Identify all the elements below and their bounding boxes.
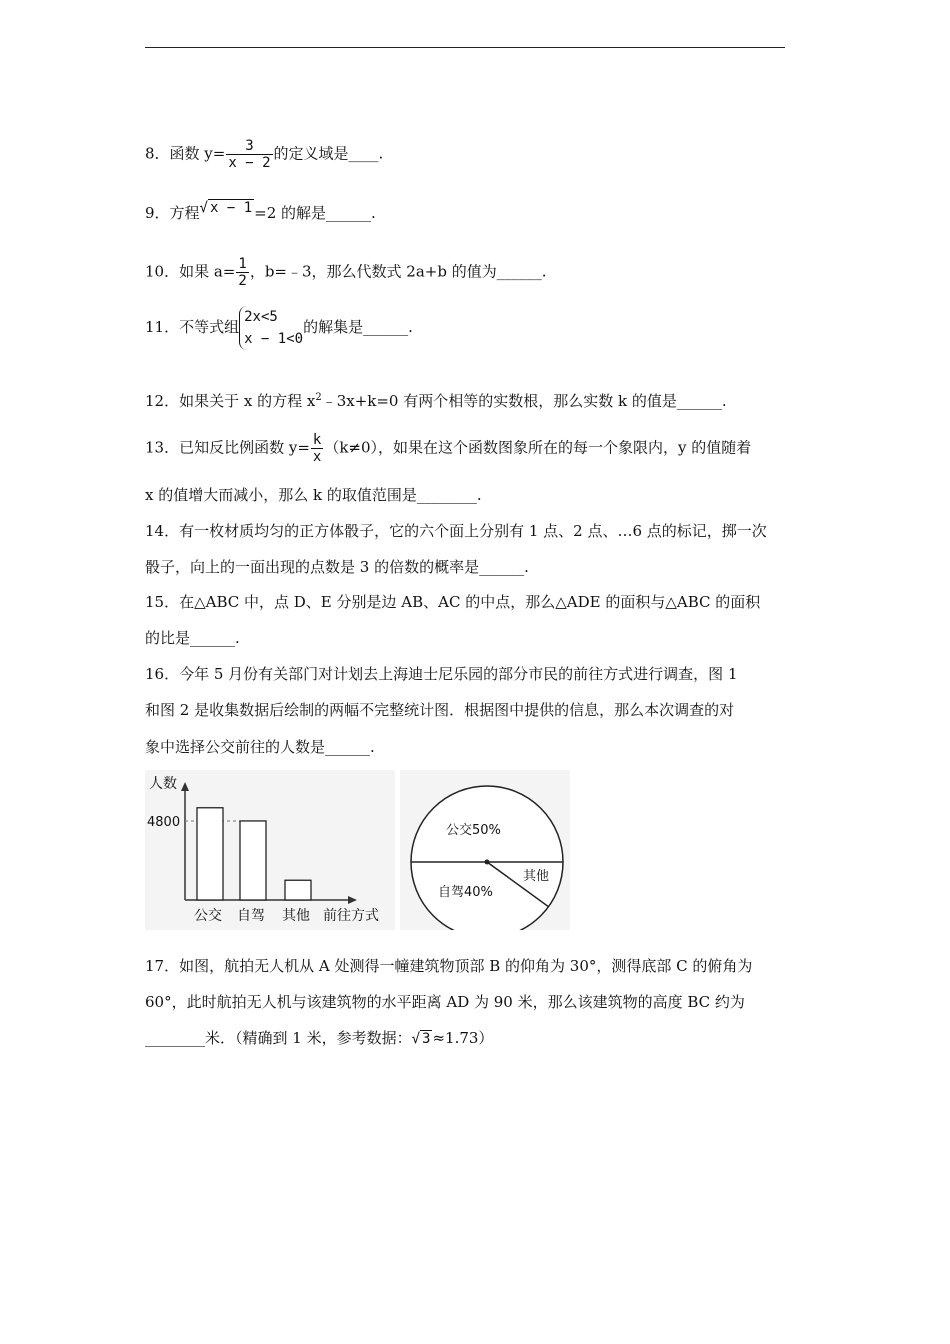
y-axis-label: 人数	[149, 776, 177, 792]
question-10: 10．如果 a= $\frac{1}{2}$ ，b=﹣3，那么代数式 2a+b 的值为______.	[145, 256, 547, 289]
question-16-line3: 象中选择公交前往的人数是______.	[145, 738, 375, 756]
question-14: 14．有一枚材质均匀的正方体骰子，它的六个面上分别有 1 点、2 点、…6 点的标记，掷一次	[145, 522, 767, 540]
question-13: 13．已知反比例函数 y= $\frac{k}{x}$ （k≠0），如果在这个函数图象所在的每一个象限内，y 的值随着	[145, 432, 752, 465]
pie-label-other: 其他	[523, 869, 550, 884]
pie-label-bus: 公交50%	[446, 823, 501, 838]
question-16: 16．今年 5 月份有关部门对计划去上海迪士尼乐园的部分市民的前往方式进行调查，图 1	[145, 665, 738, 683]
q8-text: 8．函数 y=	[145, 144, 226, 163]
question-17-line3: ________米．（精确到 1 米，参考数据：√ 3 ≈1.73）	[145, 1029, 494, 1047]
question-8: 8．函数 y= $\frac{3}{x - 2}$ 的定义域是____.	[145, 138, 384, 171]
question-12: 12．如果关于 x 的方程 $x^2﹣3x+k=0$ 有两个相等的实数根，那么实数 k 的值是______.	[145, 392, 727, 410]
q8-fraction: $\frac{3}{x - 2}$	[228, 138, 271, 171]
header-rule	[145, 47, 785, 48]
question-15: 15．在△ABC 中，点 D、E 分别是边 AB、AC 的中点，那么△ADE 的面积与△ABC 的面积	[145, 593, 761, 611]
y-tick-4800: 4800	[147, 814, 181, 830]
q11-inequality-system: 2x<5 x − 1<0	[239, 306, 303, 350]
x-axis-label: 前往方式	[323, 908, 379, 924]
question-14-line2: 骰子，向上的一面出现的点数是 3 的倍数的概率是______.	[145, 558, 529, 576]
question-17: 17．如图，航拍无人机从 A 处测得一幢建筑物顶部 B 的仰角为 30°，测得底部 C 的俯角为	[145, 957, 753, 975]
x-tick-label: 其他	[282, 908, 310, 924]
x-tick-label: 自驾	[237, 908, 265, 924]
bar-chart	[145, 770, 395, 930]
bar-公交	[197, 808, 223, 900]
q10-fraction: $\frac{1}{2}$	[238, 256, 247, 289]
sqrt3-radical: √ 3	[411, 1031, 431, 1047]
pie-label-drive: 自驾40%	[438, 885, 493, 900]
q9-radical: √ x − 1	[199, 200, 253, 216]
question-16-line2: 和图 2 是收集数据后绘制的两幅不完整统计图．根据图中提供的信息，那么本次调查的对	[145, 701, 735, 719]
question-11: 11．不等式组 2x<5 x − 1<0 的解集是______.	[145, 306, 413, 350]
pie-chart	[400, 770, 570, 930]
question-13-line2: x 的值增大而减小，那么 k 的取值范围是________.	[145, 486, 482, 504]
question-9: 9．方程√ x − 1 =2 的解是______.	[145, 200, 376, 222]
question-17-line2: 60°，此时航拍无人机与该建筑物的水平距离 AD 为 90 米，那么该建筑物的高度 BC 约为	[145, 993, 745, 1011]
x-tick-label: 公交	[194, 908, 222, 924]
bar-其他	[285, 880, 311, 900]
question-15-line2: 的比是______.	[145, 629, 240, 647]
q13-fraction: $\frac{k}{x}$	[312, 432, 322, 465]
bar-自驾	[240, 821, 266, 900]
